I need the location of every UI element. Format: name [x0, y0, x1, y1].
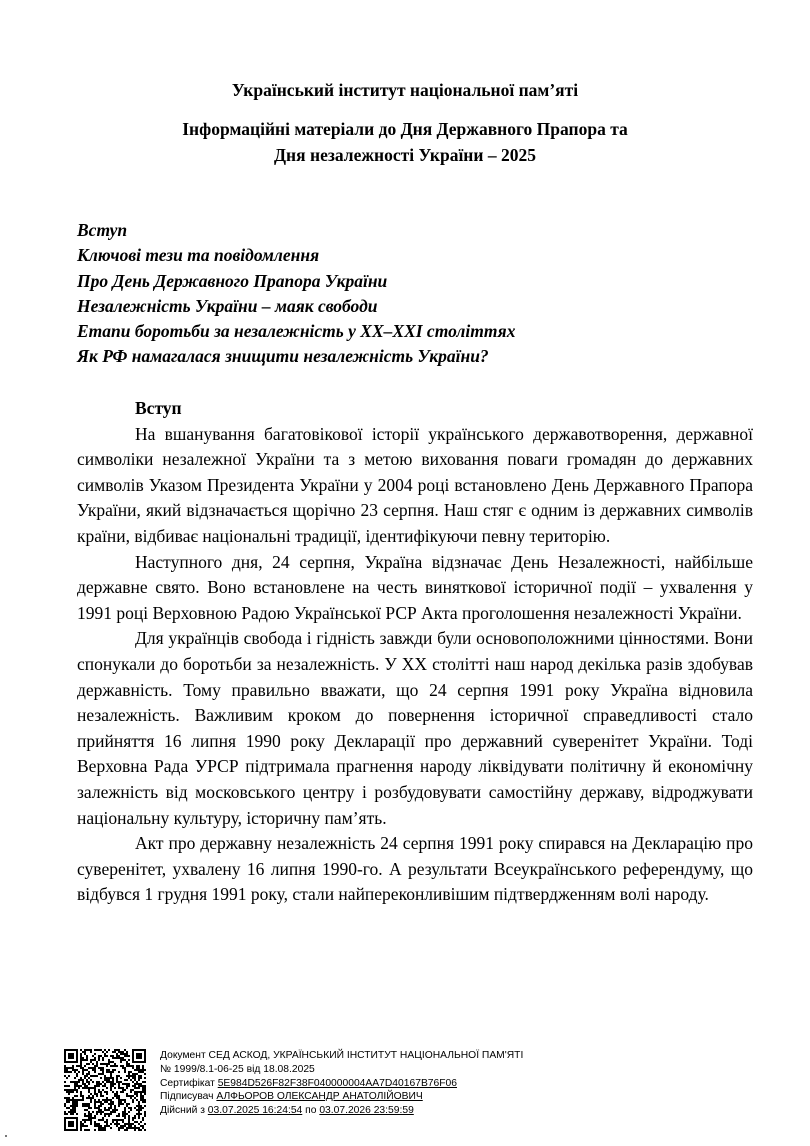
- document-title-line1: Інформаційні матеріали до Дня Державного Прапора та: [182, 119, 628, 139]
- toc-item: Етапи боротьби за незалежність у ХХ–ХХІ століттях: [77, 321, 516, 342]
- valid-to: 03.07.2026 23:59:59: [319, 1105, 414, 1117]
- toc-item: Ключові тези та повідомлення: [77, 245, 320, 266]
- signer-name: АЛФЬОРОВ ОЛЕКСАНДР АНАТОЛІЙОВИЧ: [216, 1091, 423, 1103]
- toc-item: Незалежність України – маяк свободи: [77, 295, 378, 316]
- paragraph: Наступного дня, 24 серпня, Україна відзначає День Незалежності, найбільше державне свято. Воно встановлене на честь виняткової історичної події – ухвалення у 1991 році Верховною Радою Української РСР Акта проголошення незалежності України.: [77, 551, 753, 623]
- valid-from: 03.07.2025 16:24:54: [207, 1105, 303, 1117]
- signature-stamp: [64, 1049, 584, 1133]
- certificate-id: 5E984D526F82F38F040000004AA7D40167B76F06: [217, 1077, 458, 1089]
- document-title-line2: Дня незалежності України – 2025: [274, 145, 536, 165]
- toc-item: Про День Державного Прапора України: [77, 270, 388, 291]
- toc-item: Як РФ намагалася знищити незалежність України?: [77, 346, 489, 367]
- toc-item: Вступ: [77, 220, 128, 240]
- institute-name: Український інститут національної пам’яті: [231, 80, 579, 100]
- paragraph: Акт про державну незалежність 24 серпня 1991 року спирався на Декларацію про суверенітет, ухвалену 16 липня 1990-го. А результати Всеукраїнського референдуму, що відбувся 1 грудня 1991 року, стали найпереконливішим підтвердженням волі народу.: [77, 833, 753, 905]
- stamp-signer-line: Підписувач АЛФЬОРОВ ОЛЕКСАНДР АНАТОЛІЙОВИЧ: [160, 1091, 423, 1103]
- paragraph: Для українців свобода і гідність завжди були основоположними цінностями. Вони спонукали до боротьби за незалежність. У ХХ столітті наш народ декілька разів здобував державність. Тому правильно вважати, що 24 серпня 1991 року Україна відновила незалежність. Важливим кроком до повернення історичної справедливості стало прийняття 16 липня 1990 року Декларації про державний суверенітет України. Тоді Верховна Рада УРСР підтримала прагнення народу ліквідувати політичну й економічну залежність від московського центру і розбудовувати самостійну державу, відроджувати національну культуру, історичну пам’ять.: [77, 628, 753, 828]
- page-mark: [5, 1135, 7, 1137]
- stamp-certificate-line: Сертифікат 5E984D526F82F38F040000004AA7D40167B76F06: [160, 1077, 458, 1089]
- section-intro: [77, 396, 753, 908]
- signature-details: [160, 1049, 523, 1118]
- stamp-validity-line: Дійсний з 03.07.2025 16:24:54 по 03.07.2026 23:59:59: [160, 1105, 414, 1117]
- section-title: Вступ: [135, 398, 182, 418]
- stamp-registration-line: № 1999/8.1-06-25 від 18.08.2025: [160, 1063, 315, 1075]
- qr-code-icon: [64, 1049, 146, 1131]
- table-of-contents: [77, 218, 515, 370]
- stamp-document-line: Документ СЕД АСКОД, УКРАЇНСЬКИЙ ІНСТИТУТ НАЦІОНАЛЬНОЇ ПАМ'ЯТІ: [160, 1050, 524, 1061]
- paragraph: На вшанування багатовікової історії українського державотворення, державної символіки незалежної України та з метою виховання поваги громадян до державних символів Указом Президента України у 2004 році встановлено День Державного Прапора України, який відзначається щорічно 23 серпня. Наш стяг є одним із державних символів країни, відбиває національні традиції, ідентифікуючи певну територію.: [77, 423, 753, 546]
